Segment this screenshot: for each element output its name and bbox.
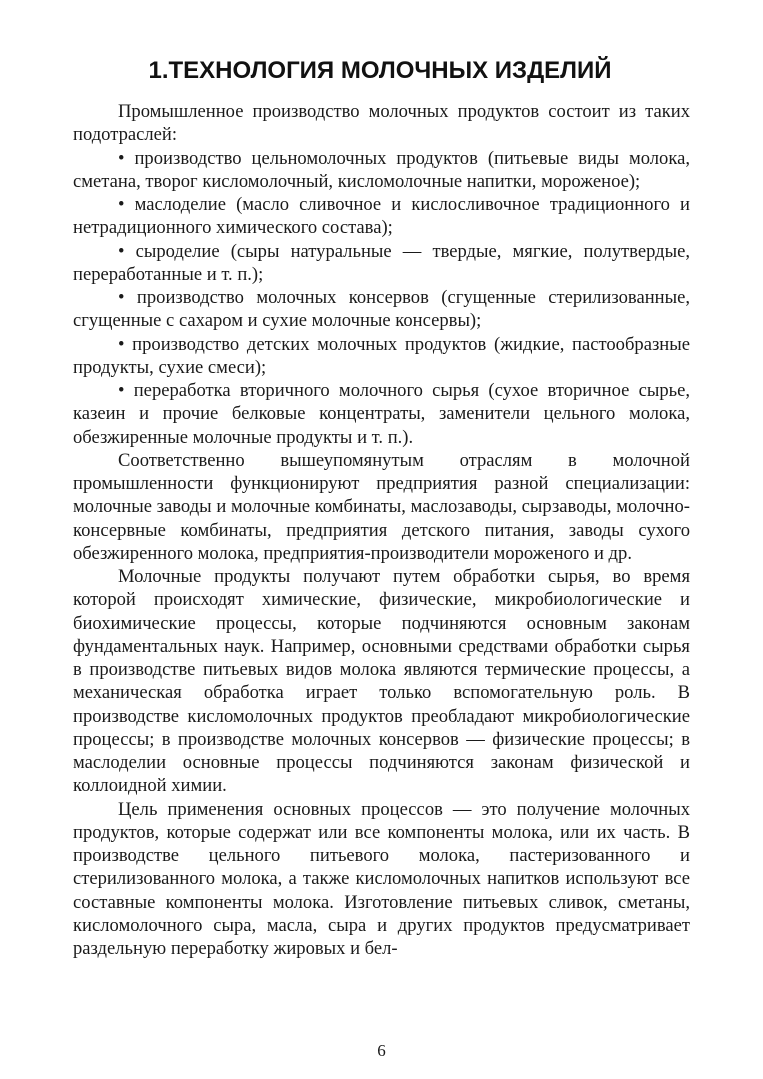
- bullet-item-canned-milk: • производство молочных консервов (сгущенные стерилизованные, сгущенные с сахаром и сухие молочные консервы);: [73, 287, 690, 332]
- bullet-item-baby-products: • производство детских молочных продуктов (жидкие, пастообразные продукты, сухие смеси);: [73, 333, 690, 378]
- intro-paragraph: Промышленное производство молочных продуктов состоит из таких подотраслей:: [73, 101, 690, 146]
- bullet-item-secondary-raw: • переработка вторичного молочного сырья (сухое вторичное сырье, казеин и прочие белковые концентраты, заменители цельного молока, обезжиренные молочные продукты и т. п.).: [73, 380, 690, 448]
- section-title: 1.ТЕХНОЛОГИЯ МОЛОЧНЫХ ИЗДЕЛИЙ: [148, 57, 612, 84]
- goal-paragraph: Цель применения основных процессов — это получение молочных продуктов, которые содержат или все компоненты молока, или их часть. В производстве цельного питьевого молока, пастеризованного и стерилизованного молока, а также кисломолочных напитков используют все составные компоненты молока. Изготовление питьевых сливок, сметаны, кисломолочного сыра, масла, сыра и других продуктов предусматривает раздельную переработку жировых и бел-: [73, 798, 690, 959]
- bullet-item-whole-milk: • производство цельномолочных продуктов (питьевые виды молока, сметана, творог кисломолочный, кисломолочные напитки, мороженое);: [73, 147, 690, 192]
- page-number: 6: [377, 1041, 386, 1060]
- body-text: [73, 100, 690, 960]
- processes-paragraph: Молочные продукты получают путем обработки сырья, во время которой происходят химические, физические, микробиологические и биохимические процессы, которые подчиняются основным законам фундаментальных наук. Например, основными средствами обработки сырья в производстве питьевых видов молока являются термические процессы, а механическая обработка играет только вспомогательную роль. В производстве кисломолочных продуктов преобладают микробиологические процессы; в производстве молочных консервов — физические процессы; в маслоделии основные процессы подчиняются законам физической и коллоидной химии.: [73, 566, 690, 797]
- enterprises-paragraph: Соответственно вышеупомянутым отраслям в молочной промышленности функционируют предприятия разной специализации: молочные заводы и молочные комбинаты, маслозаводы, сырзаводы, молочно-консервные комбинаты, предприятия детского питания, заводы сухого обезжиренного молока, предприятия-производители мороженого и др.: [73, 449, 690, 564]
- bullet-item-butter-making: • маслоделие (масло сливочное и кислосливочное традиционного и нетрадиционного химического состава);: [73, 194, 690, 239]
- bullet-item-cheese-making: • сыроделие (сыры натуральные — твердые, мягкие, полутвердые, переработанные и т. п.);: [73, 240, 690, 285]
